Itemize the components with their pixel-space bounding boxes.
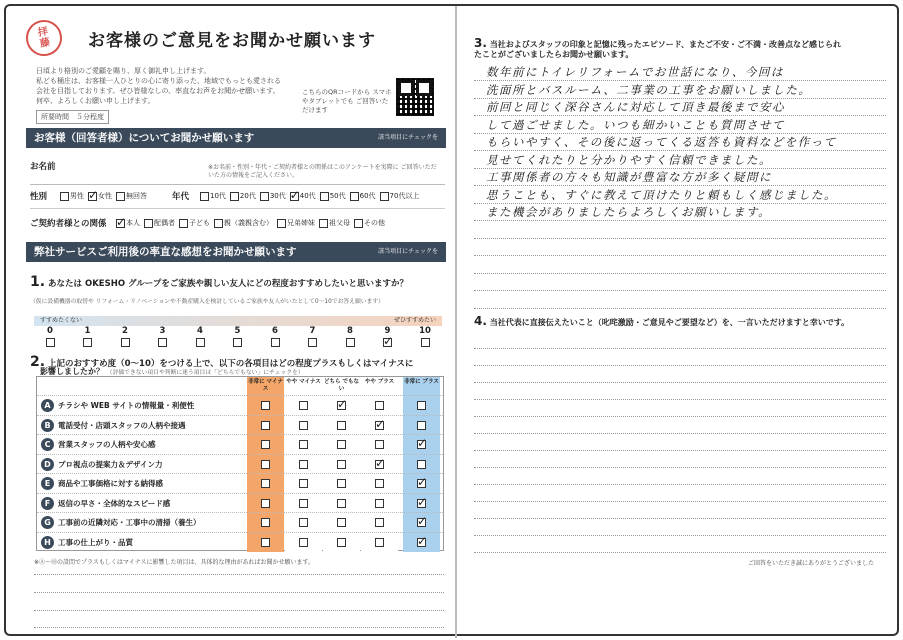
q2-rating-checkbox[interactable] [261,518,270,527]
q1-scale-checkbox[interactable] [346,338,355,347]
relation-option[interactable] [144,218,175,228]
answer-line[interactable] [474,535,886,536]
age-option[interactable] [200,191,226,201]
q3-text-2: たことがございましたらお聞かせ願います。 [474,50,634,59]
q2-rating-checkbox[interactable] [375,460,384,469]
age-option[interactable] [260,191,286,201]
q2-rating-checkbox[interactable] [337,460,346,469]
q2-rating-checkbox[interactable] [417,538,426,547]
q4-text: 当社代表に直接伝えたいこと（叱咤激励・ご意見やご要望など）を、一言いただけますと幸いです。 [489,318,850,327]
q2-row [37,532,443,552]
answer-line[interactable] [474,273,886,274]
intro-line: 私ども桶庄は、お客様一人ひとりの心に寄り添った、地域でもっとも愛される [36,77,281,85]
relation-option-label: 親（義親含む） [224,219,273,227]
q2-rating-checkbox[interactable] [417,401,426,410]
gender-checkbox[interactable] [60,192,69,201]
q3-text: 当社およびスタッフの印象と記憶に残ったエピソード、またご不安・ご不満・改善点など感じられ [489,40,841,49]
section-title: 弊社サービスご利用後の率直な感想をお聞かせ願います [34,246,297,258]
q1-scale-option[interactable] [40,326,60,350]
q2-subtext: （評価できない項目や判断に迷う項目は「どちらでもない」にチェックを） [106,370,304,376]
qr-code-icon[interactable] [396,78,434,116]
q2-footnote: ※Ⓐ〜Ⓗの設問でプラスもしくはマイナスに影響した項目は、具体的な理由があればお聞かせ願います。 [34,559,315,566]
q1-number: 1. [30,274,46,290]
relation-checkbox[interactable] [144,219,153,228]
q1-scale-number: 5 [234,326,241,336]
age-option-label: 50代 [329,192,346,200]
q1-scale-checkbox[interactable] [83,338,92,347]
gender-options [60,191,147,201]
q2-rating-checkbox[interactable] [299,460,308,469]
q1-scale-option[interactable] [190,326,210,350]
relation-option[interactable] [179,218,210,228]
q1-scale-checkbox[interactable] [196,338,205,347]
q2-text-2: 影響しましたか？ [40,367,104,376]
answer-line[interactable] [474,501,886,502]
handwritten-answer-line: もらいやすく、その後に返ってくる返答も資料などを作って [486,135,837,149]
relation-option-label: 兄弟姉妹 [287,219,315,227]
q2-rating-checkbox[interactable] [375,518,384,527]
section-header-feedback [26,242,446,262]
q2-rating-checkbox[interactable] [375,479,384,488]
q1-scale-option[interactable] [265,326,285,350]
q2-rating-checkbox[interactable] [261,499,270,508]
q1-scale [40,326,440,356]
q2-number: 2. [30,354,46,370]
divider [30,208,445,209]
q2-row-letter-badge: B [41,419,54,432]
handwritten-answer-line: 見せてくれたりと分かりやすく信頼できました。 [486,152,772,167]
q2-rating-checkbox[interactable] [417,479,426,488]
q1-scale-option[interactable] [415,326,435,350]
q1-scale-checkbox[interactable] [121,338,130,347]
q1-text: あなたは OKESHO グループをご家族や親しい友人にどの程度おすすめしたいと思いますか？ [48,279,408,289]
section-header-respondent [26,128,446,148]
answer-line[interactable] [474,365,886,366]
q1-scale-number: 6 [272,326,278,336]
q2-rating-checkbox[interactable] [417,518,426,527]
answer-line[interactable] [34,627,444,628]
q1-scale-checkbox[interactable] [271,338,280,347]
right-page [464,12,894,634]
answer-line[interactable] [34,592,444,593]
company-seal-stamp [23,17,65,59]
q1-scale-option[interactable] [153,326,173,350]
gender-label: 性別 [30,192,48,202]
q1-scale-option[interactable] [115,326,135,350]
q3-number: 3. [474,36,487,50]
q2-row [37,473,443,493]
q2-rating-checkbox[interactable] [375,538,384,547]
relation-options [116,218,385,228]
gender-option[interactable] [116,191,147,201]
name-label: お名前 [30,162,56,172]
q2-rating-checkbox[interactable] [417,499,426,508]
q2-rating-checkbox[interactable] [417,460,426,469]
relation-option-label: その他 [364,219,385,227]
q2-rating-checkbox[interactable] [417,421,426,430]
q2-column-header: やや プラス [364,379,395,385]
relation-option-label: 祖父母 [329,219,350,227]
intro-line: 何卒、よろしくお願い申し上げます。 [36,97,155,105]
answer-line[interactable] [474,255,886,256]
relation-checkbox[interactable] [116,219,125,228]
q3-title [474,38,894,60]
q2-row-letter-badge: E [41,477,54,490]
relation-option-label: 子ども [189,219,210,227]
q2-row-label: プロ視点の提案力＆デザイン力 [58,459,163,469]
answer-line[interactable] [474,290,886,291]
q2-row [37,395,443,415]
gender-option[interactable] [88,191,112,201]
age-option-label: 10代 [210,192,226,200]
age-option-label: 60代 [359,192,376,200]
age-checkbox[interactable] [200,192,209,201]
q1-low-label: すすめたくない [40,317,83,324]
q1-scale-number: 8 [347,326,353,336]
relation-option-label: 配偶者 [154,219,175,227]
q2-rating-checkbox[interactable] [375,421,384,430]
age-checkbox[interactable] [290,192,299,201]
gender-checkbox[interactable] [88,192,97,201]
section-check-note: 該当項目にチェックを [378,248,438,255]
q2-row-label: 商品や工事価格に対する納得感 [58,479,163,488]
q2-rating-checkbox[interactable] [261,538,270,547]
q1-scale-number: 9 [384,326,391,336]
gender-option[interactable] [60,191,84,201]
age-option-label: 30代 [269,192,286,200]
answer-line[interactable] [474,238,886,239]
page-fold-divider [455,6,457,638]
age-option-label: 40代 [299,192,316,200]
q2-column-header: 非常に プラス [404,379,439,385]
q2-row [37,415,443,435]
q1-scale-number: 0 [47,326,53,336]
q2-rating-checkbox[interactable] [261,440,270,449]
q2-rating-matrix [36,376,444,551]
answer-line[interactable] [474,416,886,417]
q1-title [30,274,450,290]
handwritten-answer-line: また機会がありましたらよろしくお願いします。 [486,205,772,219]
age-checkbox[interactable] [230,192,239,201]
q2-row-label: 工事の仕上がり・品質 [58,537,133,547]
thanks-note: ご回答をいただき誠にありがとうございました [747,560,874,567]
answer-line[interactable] [474,399,886,400]
gender-checkbox[interactable] [116,192,125,201]
section-title: お客様（回答者様）についてお聞かせ願います [34,132,255,144]
q1-scale-number: 7 [309,326,316,336]
q2-rating-checkbox[interactable] [299,538,308,547]
gender-option-label: 女性 [98,192,112,200]
answer-line[interactable] [34,574,444,575]
q2-text: 上記のおすすめ度（0〜10）をつける上で、以下の各項目はどの程度プラスもしくはマイナスに [48,359,414,369]
q1-scale-checkbox[interactable] [46,338,55,347]
intro-text [36,66,306,106]
q2-rating-checkbox[interactable] [337,440,346,449]
relation-label: ご契約者様との関係 [30,219,107,229]
q1-subtext: （仮に設備機器の取替や リフォーム・リノベーションや不動産購入を検討しているご家族や友人がいたとして0〜10でお答え願います） [30,299,384,305]
q2-row-label: チラシや WEB サイトの情報量・利便性 [58,401,195,410]
stamp-char-1: 拝 [37,26,49,39]
relation-checkbox[interactable] [354,219,363,228]
answer-line[interactable] [474,348,886,349]
handwritten-answer-line: 思うことも、すぐに教えて頂けたりと頼もしく感じました。 [486,187,837,202]
handwritten-answer-line: して過ごせました。いつも細かいことも質問させて [486,117,785,132]
q1-scale-number: 10 [419,326,431,336]
relation-option[interactable] [214,218,273,228]
page-title: お客様のご意見をお聞かせ願います [88,31,376,51]
age-options [200,191,419,201]
q2-row-letter-badge: H [41,536,54,549]
relation-option-label: 本人 [126,219,140,227]
handwritten-answer-line: 数年前にトイレリフォームでお世話になり、今回は [486,65,784,79]
age-checkbox[interactable] [350,192,359,201]
relation-checkbox[interactable] [214,219,223,228]
q1-scale-checkbox[interactable] [308,338,317,347]
q1-high-label: ぜひすすめたい [393,317,436,324]
name-note: ※お名前・性別・年代・ご契約者様との関係はこのアンケートを実際に ご回答いただいた方の情報をご記入ください。 [208,164,437,179]
q1-scale-number: 3 [159,326,166,336]
q2-row-label: 電話受付・店頭スタッフの人柄や接遇 [58,420,186,430]
left-page [12,12,452,634]
answer-line[interactable] [34,610,444,611]
q2-rating-checkbox[interactable] [261,460,270,469]
age-checkbox[interactable] [320,192,329,201]
q2-column-header: やや マイナス [286,379,321,385]
q1-scale-bar [34,316,442,326]
q2-column-header: 非常に マイナス [248,379,283,392]
gender-option-label: 男性 [70,192,84,200]
q2-rating-checkbox[interactable] [337,401,346,410]
handwritten-answer-line: 工事関係者の方々も知識が豊富な方が多く疑問に [486,170,772,184]
q2-rating-checkbox[interactable] [299,499,308,508]
answer-line[interactable] [474,467,886,468]
q2-rating-checkbox[interactable] [375,401,384,410]
age-label: 年代 [172,192,190,202]
q2-rating-checkbox[interactable] [337,518,346,527]
q4-number: 4. [474,314,487,328]
q1-scale-checkbox[interactable] [158,338,167,347]
handwritten-answer-line: 前回と同じく深谷さんに対応して頂き最後まで安心 [486,100,785,114]
q1-scale-option[interactable] [378,326,398,350]
stamp-char-2: 藤 [39,37,51,50]
q2-row-letter-badge: D [41,458,54,471]
q1-scale-option[interactable] [340,326,360,350]
q2-rating-checkbox[interactable] [375,440,384,449]
q1-scale-number: 1 [84,326,91,336]
q2-rating-checkbox[interactable] [261,401,270,410]
q2-rating-checkbox[interactable] [337,421,346,430]
age-option[interactable] [290,191,316,201]
answer-line[interactable] [474,308,886,309]
q2-rating-checkbox[interactable] [299,440,308,449]
q1-scale-option[interactable] [228,326,248,350]
relation-option[interactable] [277,218,315,228]
answer-line[interactable] [474,552,886,553]
age-option[interactable] [230,191,256,201]
gender-option-label: 無回答 [126,192,147,200]
q1-scale-number: 4 [197,326,203,336]
intro-line: 日頃より格別のご愛顧を賜り、厚く御礼申し上げます。 [36,67,211,75]
relation-checkbox[interactable] [179,219,188,228]
q2-rating-checkbox[interactable] [261,421,270,430]
relation-checkbox[interactable] [319,219,328,228]
q2-column-header: どちら でもない [324,379,359,392]
q1-scale-option[interactable] [303,326,323,350]
age-option[interactable] [350,191,376,201]
q2-rating-checkbox[interactable] [299,479,308,488]
relation-option[interactable] [354,218,385,228]
section-check-note: 該当項目にチェックを [378,134,438,141]
q2-row-letter-badge: F [41,497,54,510]
qr-caption: こちらのQRコードから スマホやタブレットでも ご回答いただけます [302,88,392,114]
age-checkbox[interactable] [380,192,389,201]
answer-line[interactable] [474,450,886,451]
q2-row-label: 工事前の近隣対応・工事中の清掃（養生） [58,518,201,527]
relation-checkbox[interactable] [277,219,286,228]
age-option-label: 20代 [239,192,256,200]
handwritten-answer-line: 洗面所とバスルーム、二事業の工事をお願いしました。 [486,82,812,97]
answer-line[interactable] [474,220,886,221]
q2-row-label: 営業スタッフの人柄や安心感 [58,440,156,449]
age-option[interactable] [380,191,420,201]
q2-row [37,454,443,474]
name-input-line[interactable] [30,184,445,185]
q2-rating-checkbox[interactable] [337,479,346,488]
q2-row [37,512,443,532]
q1-scale-checkbox[interactable] [233,338,242,347]
answer-line[interactable] [474,433,886,434]
q2-rating-checkbox[interactable] [375,499,384,508]
age-option[interactable] [320,191,346,201]
q2-rating-checkbox[interactable] [299,421,308,430]
q2-rating-checkbox[interactable] [261,479,270,488]
relation-option[interactable] [116,218,140,228]
q1-scale-checkbox[interactable] [383,338,392,347]
answer-line[interactable] [474,518,886,519]
q1-scale-number: 2 [122,326,128,336]
survey-sheet [4,4,899,636]
time-estimate: 所要時間 ５分程度 [36,110,109,124]
q4-title [474,316,894,328]
answer-line[interactable] [474,382,886,383]
q2-row [37,434,443,454]
q1-scale-checkbox[interactable] [421,338,430,347]
q2-rating-checkbox[interactable] [337,538,346,547]
q2-row-label: 返信の早さ・全体的なスピード感 [58,498,171,508]
age-checkbox[interactable] [260,192,269,201]
q2-row-letter-badge: C [41,438,54,451]
q2-rating-checkbox[interactable] [299,518,308,527]
q1-scale-option[interactable] [78,326,98,350]
answer-line[interactable] [474,484,886,485]
relation-option[interactable] [319,218,350,228]
q2-row-letter-badge: A [41,399,54,412]
age-option-label: 70代以上 [389,192,420,200]
q2-row [37,493,443,513]
q2-rating-checkbox[interactable] [417,440,426,449]
q2-row-letter-badge: G [41,516,54,529]
q2-rating-checkbox[interactable] [337,499,346,508]
intro-line: 会社を目指しております。ぜひ皆様なしの、率直なお声をお聞かせ願います。 [36,87,280,95]
q2-rating-checkbox[interactable] [299,401,308,410]
